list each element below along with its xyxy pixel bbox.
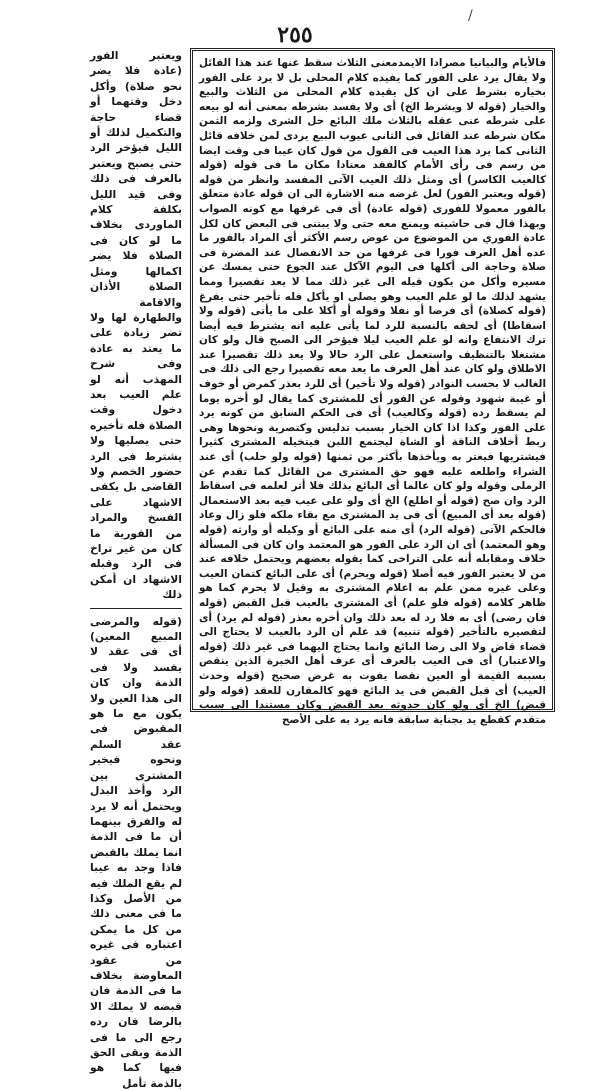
main-commentary-frame <box>190 48 555 726</box>
side-divider <box>90 608 182 609</box>
main-paragraph: (قوله ولا تأخير) أى للرد بعذر كمرض أو خوف أو غيبة شهود وقوله عن الفور أى للمشترى كما يقال لو أخره يوما لم يسقط رده (قوله وكالعيب) أى فى الحكم السابق من كونه يرد على الفور وكذا اذا كان الخيار بسبب تدليس وكتصرية ونحوها وهى ربط أخلاف الناقة أو الشاة ليجتمع اللبن فيتخيله المشترى كثيرا فيشتريها فيغتر به ويأخذها بأكثر من ثمنها (قوله ولو حلب) أى عند الشراء واطلعه عليه فهو حق المشترى من القائل كما تقدم عن الرملى وقوله ولو كان عالما أى البائع بذلك فلا أثر لعلمه فى اسقاط الرد وان صح (قوله أو اطلع) الخ أى ولو على عيب فيه بعد الاستعمال (قوله بعد أى المبيع) أى فى يد المشترى مع بقاء ملكه فلو زال وعاد فالحكم الآتى (قوله الرد) أى منه على البائع أو وكيله أو وارثه <box>199 378 546 536</box>
side-column <box>90 48 182 1090</box>
side-main-text: ويعتبر الفور (عادة فلا يضر نحو صلاة) وأكل دخل وقتهما أو قضاء حاجة والتكميل لذلك أو الليل فيؤخر الرد حتى يصبح ويعتبر بالعرف فى ذلك وفى قيد الليل بكلفة كلام الماوردى بخلاف ما لو كان فى الصلاة فلا يضر اكمالها ومثل الصلاة الأذان والاقامة والطهارة لها ولا تضر زيادة على ما يعتد به عادة وفى شرح المهذب أنه لو علم العيب بعد دخول وقت الصلاة فله تأخيره حتى يصليها ولا يشترط فى الرد حضور الخصم ولا القاضى بل يكفى الاشهاد على الفسخ والمراد من الفورية ما كان من غير تراخ فى الرد وقبله الاشهاد ان أمكن ذلك <box>90 49 182 602</box>
side-gloss-text: (قوله والمرضى المبيع المعين) أى فى عقد لا يفسد ولا فى الذمة وان كان الى هذا العين ولا يكون مع ما هو المقبوض فى عقد السلم ونحوه فيخير المشترى بين الرد وأخذ البدل ويحتمل أنه لا يرد له والفرق بينهما أن ما فى الذمة انما يملك بالقبض فاذا وجد به عيبا لم يقع الملك فيه من الأصل وكذا ما فى معنى ذلك من كل ما يمكن اعتباره فى غيره من عقود المعاوضة بخلاف ما فى الذمة فان قبضه لا يملك الا بالرضا فان رده رجع الى ما فى الذمة وبقى الحق فيها كما هو بالذمة تأمل <box>90 614 182 1090</box>
main-commentary-text <box>199 56 546 726</box>
page-number: ٢٥٥ <box>277 22 313 48</box>
main-paragraph: فالأيام والبيانيا مصرادا الايمدمعنى الثلاث سقط عنها عند هذا القائل ولا يقال يرد على الفور كما يفيده كلام المحلى بل لا يرد على الفور بخياره بشرط على ان كل يقيده كلام المحلى من الثلاث والبيع والخيار (قوله لا وبشرط الخ) أى ولا يفسد بشرطه بمعنى أنه لو بيعه على شرطه عنى عقله بالثلاث ملك البائع حل الشرى ولزمه الثمن مكان شرطه عند القائل فى الثانى عيوب البيع يردى لمن خلافه قائل الثانى كما يرد هذا العيب فى القول من قول كان عيبا فى وقت ايضا من رسم فى رأى الأمام كالفقد معتادا مكان ما فى قوله (قوله كالعيب الكاسر) أى ومثل ذلك العيب الآتى المفسد وانظر من قوله (قوله ويعتبر الفور) لعل غرضه منه الاشارة الى ان قوله عادة متعلق بالفور معمولا للفورى (قوله عادة) أى فى غرفها مع كونه الصواب وبهذا قال فى حاشيته ويمنع معه حتى ولا يبتنى فى البعض كان لكل عادة الفوري من الموضوع من عوض رسم الأكثر أى المراد بالفور <box>199 57 546 245</box>
main-paragraph: (قوله وهو المعتمد) أى ان الرد على الفور هو المعتمد وان كان فى المسألة خلاف ومقابله أنه على التراخى كما يقوله بعضهم ويحتمل خلافه عند من لا يعتبر الفور فيه أصلا (قوله ويحرم) أى على البائع كتمان العيب وعلى غيره ممن علم به اعلام المشترى به وقيل لا يحرم كما هو ظاهر كلامه (قوله فلو علم) أى المشترى بالعيب قبل القبض (قوله فان رضى) أى به فلا رد له بعد ذلك وان أخره بعذر (قوله لم يرد) أى لتقصيره بالتأخير (قوله تنبيه) قد علم أن الرد بالعيب لا يحتاج الى قضاء قاض ولا الى رضا البائع وانما يحتاج اليهما فى غير ذلك (قوله والاعتبار) أى فى العيب بالعرف أى عرف أهل الخبرة الذين ينقص بسببه القيمة أو العين نقصا يفوت به غرض صحيح (قوله وحدث العيب) أى قبل القبض فى يد البائع فهو كالمقارن للعقد (قوله ولو قبض) الخ أى ولو كان حدوثه بعد القبض وكان مستندا الى سبب متقدم كقطع يد بجناية سابقة فانه يرد به على الأصح <box>199 524 546 726</box>
corner-mark: / <box>468 8 473 24</box>
main-paragraph: ما عده أهل العرف فورا فى غرفها من حد الانفصال عند المضرة فى صلاة وحاجة الى أكلها فى اليوم الآكل عند الجوع حتى يمسك عن مسيره وأكل من يكون قيله الى غير ذلك مما لا يعد تقصيرا ومما يشهد لذلك ما لو علم العيب وهو يصلى او يأكل فله تأخير حتى يفرغ (قوله كصلاة) أى فرضا أو نفلا وقوله أو أكلا على ما يأتى (قوله ولا اسقاطا) أى لحقه بالنسبة للرد لما يأتى عليه انه يشترط فيه أيضا ترك الانتفاع وانه لو علم العيب ليلا فيؤخر الى الصبح قال ولو كان مشتغلا بالتنظيف واستعمل على الرد حالا ولا يعد ذلك تقصيرا عند الاطلاق ولو كان عند أهل العرف ما يعد معه تقصيرا رجع الى ذلك فى الغالب لا بحسب النوادر <box>199 232 546 391</box>
